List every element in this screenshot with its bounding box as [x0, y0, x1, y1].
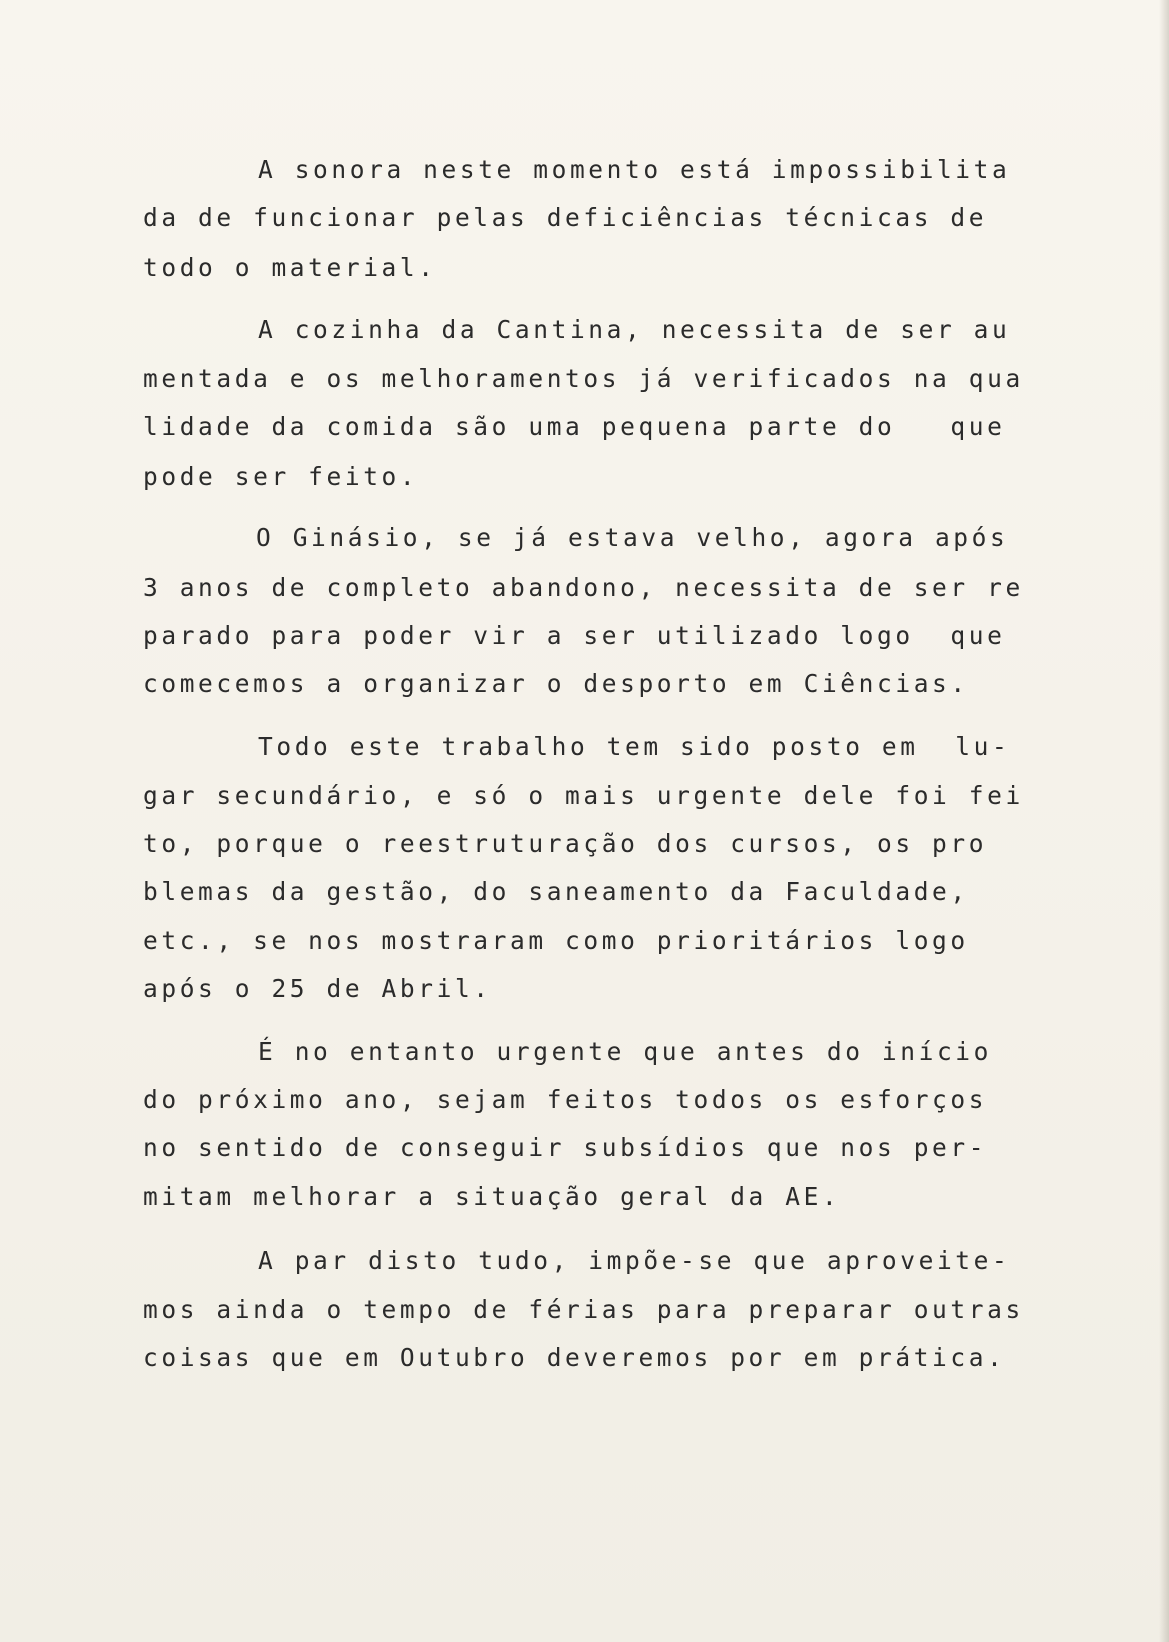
text-line: após o 25 de Abril. [143, 974, 492, 1003]
text-line: O Ginásio, se já estava velho, agora após [256, 523, 1009, 552]
text-line: A sonora neste momento está impossibilita [258, 155, 1011, 184]
text-line: no sentido de conseguir subsídios que nos per- [143, 1133, 988, 1162]
text-line: to, porque o reestruturação dos cursos, os pro [143, 829, 988, 858]
text-line: 3 anos de completo abandono, necessita de ser re [143, 573, 1024, 602]
text-line: coisas que em Outubro deveremos por em prática. [143, 1343, 1006, 1372]
text-line: parado para poder vir a ser utilizado logo que [143, 621, 1006, 650]
text-line: blemas da gestão, do saneamento da Faculdade, [143, 877, 969, 906]
text-line: A cozinha da Cantina, necessita de ser au [258, 315, 1011, 344]
text-line: todo o material. [143, 253, 437, 282]
text-line: gar secundário, e só o mais urgente dele foi fei [143, 781, 1024, 810]
text-line: A par disto tudo, impõe-se que aproveite- [258, 1246, 1011, 1275]
text-line: lidade da comida são uma pequena parte do que [143, 412, 1006, 441]
text-line: pode ser feito. [143, 462, 419, 491]
text-line: Todo este trabalho tem sido posto em lu- [258, 732, 1011, 761]
text-line: mitam melhorar a situação geral da AE. [143, 1182, 841, 1211]
text-line: etc., se nos mostraram como prioritários logo [143, 926, 969, 955]
text-line: mos ainda o tempo de férias para preparar outras [143, 1295, 1024, 1324]
text-line: do próximo ano, sejam feitos todos os esforços [143, 1085, 988, 1114]
text-line: É no entanto urgente que antes do início [258, 1037, 993, 1066]
text-line: mentada e os melhoramentos já verificados na qua [143, 364, 1024, 393]
text-line: da de funcionar pelas deficiências técnicas de [143, 203, 988, 232]
text-line: comecemos a organizar o desporto em Ciências. [143, 669, 969, 698]
